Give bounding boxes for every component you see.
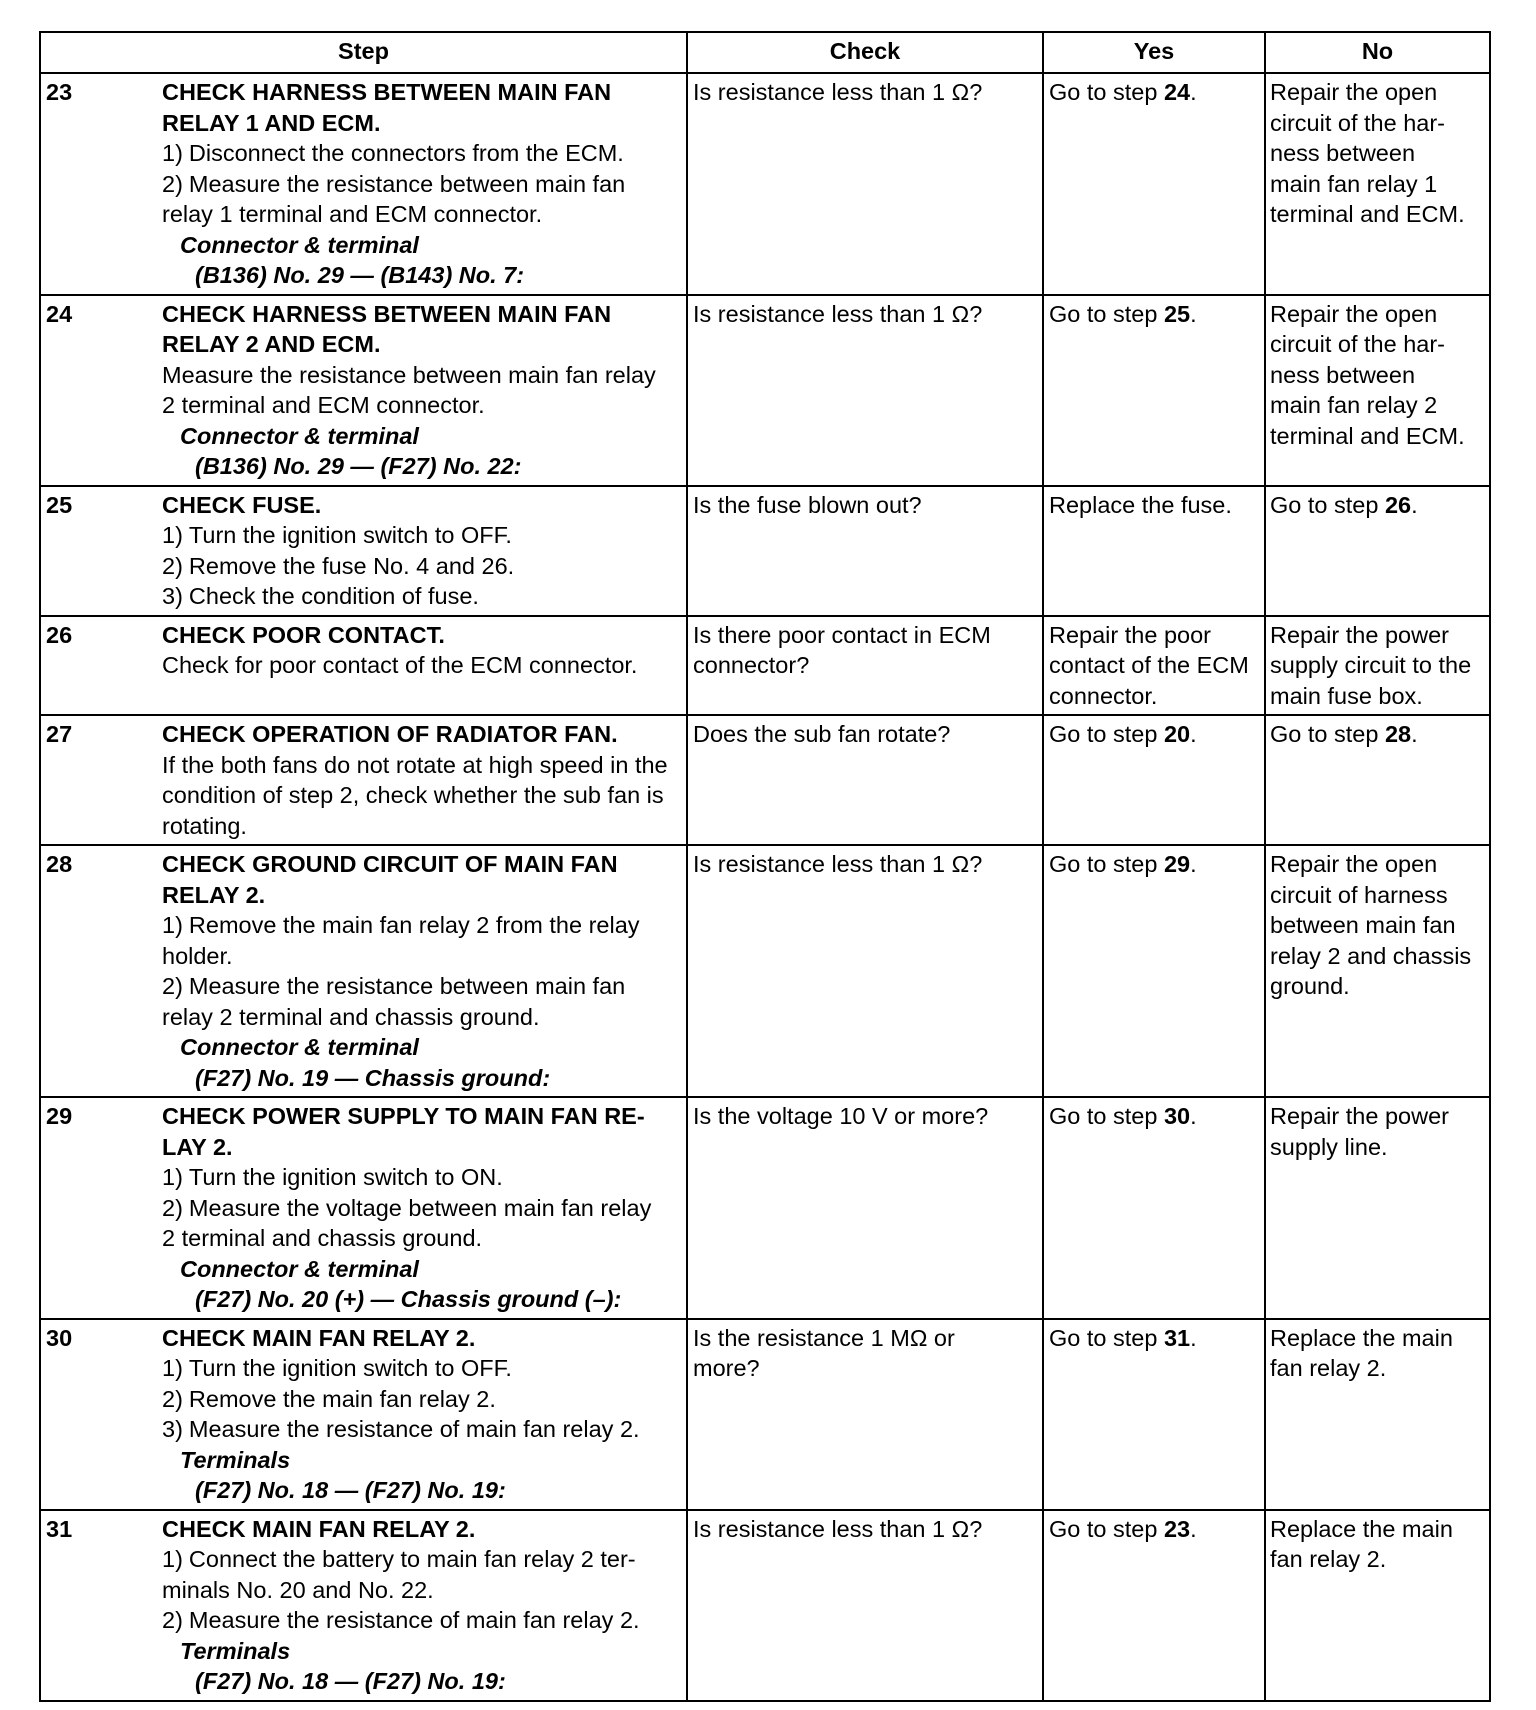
check-text: Is the resistance 1 MΩ or [693,1324,955,1351]
yes-step-ref: 29 [1163,851,1191,877]
step-title: CHECK GROUND CIRCUIT OF MAIN FAN [162,851,618,877]
yes-go-to-text: Go to step [1049,1103,1164,1129]
instruction-text: Measure the resistance between main fan [188,973,626,999]
yes-suffix: . [1190,851,1197,877]
instruction-number: 2) [162,552,183,579]
no-text: circuit of the har- [1270,331,1446,357]
yes-cell [1043,73,1265,295]
yes-step-ref: 23 [1163,1515,1191,1542]
step-instruction [162,199,681,230]
instruction-text: Measure the voltage between main fan relay [188,1194,652,1221]
instruction-number: 3) [162,583,183,609]
step-instruction [162,1384,681,1415]
step-number: 26 [46,621,73,648]
yes-cell [1043,295,1265,486]
step-title: RELAY 2 AND ECM. [162,331,381,357]
check-cell [687,1097,1043,1319]
yes-text: connector. [1049,682,1158,709]
instruction-number: 2) [162,1194,183,1221]
step-instruction [162,360,681,391]
yes-go-to-text: Go to step [1049,1515,1164,1542]
step-instruction [162,169,681,200]
no-text: circuit of the har- [1270,109,1446,136]
check-cell [687,715,1043,845]
yes-suffix: . [1190,79,1197,105]
check-text: Is resistance less than 1 Ω? [693,300,983,327]
instruction-text: 2 terminal and chassis ground. [162,1225,483,1251]
instruction-text: Measure the resistance between main fan relay [162,361,656,388]
yes-go-to-text: Go to step [1049,721,1164,747]
instruction-text: Remove the fuse No. 4 and 26. [188,552,515,579]
yes-cell [1043,845,1265,1097]
step-instruction [162,1605,681,1636]
table-row [40,616,1490,716]
instruction-text: Turn the ignition switch to ON. [188,1164,503,1190]
instruction-text: Remove the main fan relay 2 from the relay [188,912,640,938]
step-cell [40,295,687,486]
no-text: ness between [1270,361,1416,388]
no-text: relay 2 and chassis [1270,942,1472,969]
check-text: Does the sub fan rotate? [693,721,951,747]
step-instruction [162,910,681,941]
no-text: circuit of harness [1270,881,1448,908]
step-cell [40,845,687,1097]
yes-step-ref: 30 [1163,1103,1191,1129]
step-cell [40,1097,687,1319]
step-instruction [162,1193,681,1224]
instruction-text: relay 2 terminal and chassis ground. [162,1003,540,1030]
yes-cell [1043,715,1265,845]
step-number: 25 [46,491,73,518]
connector-value: (B136) No. 29 — (B143) No. 7: [195,262,525,288]
yes-suffix: . [1190,300,1197,327]
yes-step-ref: 24 [1163,79,1191,105]
step-cell [40,616,687,716]
yes-suffix: . [1190,721,1197,747]
no-text: Repair the open [1270,851,1438,877]
step-instruction [162,750,681,781]
yes-cell [1043,616,1265,716]
yes-go-to-text: Go to step [1049,79,1164,105]
instruction-text: Measure the resistance of main fan relay 2. [188,1416,640,1442]
connector-label: Connector & terminal [180,1034,419,1060]
no-text: main fan relay 2 [1270,392,1438,418]
instruction-text: Turn the ignition switch to OFF. [188,522,512,548]
connector-value: (F27) No. 18 — (F27) No. 19: [195,1477,506,1503]
step-cell [40,1319,687,1510]
step-cell [40,73,687,295]
step-instruction [162,811,681,842]
yes-suffix: . [1190,1515,1197,1542]
yes-cell [1043,1097,1265,1319]
check-cell [687,73,1043,295]
instruction-text: Disconnect the connectors from the ECM. [188,140,624,166]
step-title: CHECK MAIN FAN RELAY 2. [162,1324,476,1351]
yes-step-ref: 25 [1163,300,1191,327]
step-title: CHECK POOR CONTACT. [162,621,445,648]
step-instruction [162,780,681,811]
no-text: Repair the open [1270,300,1438,327]
check-cell [687,616,1043,716]
connector-value: (F27) No. 20 (+) — Chassis ground (–): [195,1286,622,1312]
no-text: fan relay 2. [1270,1546,1387,1572]
yes-suffix: . [1190,1324,1197,1351]
step-instruction [162,650,681,681]
no-text: Repair the open [1270,79,1438,105]
no-suffix: . [1411,491,1418,518]
instruction-text: holder. [162,942,233,969]
no-text: ness between [1270,140,1416,166]
instruction-text: relay 1 terminal and ECM connector. [162,201,543,227]
yes-suffix: . [1190,1103,1197,1129]
instruction-text: rotating. [162,812,247,839]
step-instruction [162,971,681,1002]
yes-cell [1043,1510,1265,1701]
check-cell [687,845,1043,1097]
step-number: 24 [46,300,73,327]
step-instruction [162,581,681,612]
yes-cell [1043,1319,1265,1510]
table-row [40,1097,1490,1319]
step-number: 31 [46,1515,73,1542]
instruction-text: If the both fans do not rotate at high speed in the [162,751,668,778]
step-title: RELAY 2. [162,881,266,908]
step-number: 27 [46,721,73,747]
no-go-to-text: Go to step [1270,721,1385,747]
step-instruction [162,390,681,421]
step-cell [40,715,687,845]
yes-go-to-text: Go to step [1049,851,1164,877]
instruction-text: Measure the resistance of main fan relay 2. [188,1607,640,1633]
no-step-ref: 28 [1384,721,1412,747]
no-text: between main fan [1270,912,1456,938]
instruction-number: 2) [162,973,183,999]
table-row [40,845,1490,1097]
no-cell [1265,73,1490,295]
check-text: Is the voltage 10 V or more? [693,1103,989,1129]
yes-text: Repair the poor [1049,621,1211,648]
check-text: Is the fuse blown out? [693,491,922,518]
instruction-number: 1) [162,912,183,938]
connector-label: Terminals [180,1446,291,1473]
instruction-text: Check for poor contact of the ECM connector. [162,652,638,678]
connector-value: (F27) No. 19 — Chassis ground: [195,1064,551,1091]
step-title: CHECK POWER SUPPLY TO MAIN FAN RE- [162,1103,645,1129]
diagnostic-table [39,31,1491,1702]
table-row [40,1319,1490,1510]
step-instruction [162,1162,681,1193]
instruction-number: 1) [162,1546,183,1572]
connector-value: (B136) No. 29 — (F27) No. 22: [195,453,522,479]
instruction-number: 2) [162,1607,183,1633]
no-cell [1265,486,1490,616]
instruction-number: 1) [162,140,183,166]
instruction-text: 2 terminal and ECM connector. [162,392,485,418]
no-cell [1265,1319,1490,1510]
step-title: CHECK OPERATION OF RADIATOR FAN. [162,721,618,747]
step-number: 23 [46,79,73,105]
step-instruction [162,520,681,551]
step-instruction [162,551,681,582]
no-text: terminal and ECM. [1270,422,1465,449]
step-title: CHECK MAIN FAN RELAY 2. [162,1515,476,1542]
step-cell [40,486,687,616]
no-cell [1265,616,1490,716]
instruction-text: minals No. 20 and No. 22. [162,1576,434,1603]
yes-step-ref: 31 [1163,1324,1191,1351]
no-cell [1265,295,1490,486]
instruction-number: 1) [162,1355,183,1381]
header-row [40,32,1490,73]
table-row [40,295,1490,486]
no-text: main fuse box. [1270,682,1423,709]
no-text: Repair the power [1270,1103,1449,1129]
check-text: Is resistance less than 1 Ω? [693,79,983,105]
check-text: Is resistance less than 1 Ω? [693,1515,983,1542]
check-text: more? [693,1355,760,1381]
no-text: Replace the main [1270,1324,1453,1351]
step-instruction [162,941,681,972]
table-body [40,73,1490,1701]
no-suffix: . [1411,721,1418,747]
step-title: CHECK FUSE. [162,491,322,518]
table-row [40,486,1490,616]
header-yes: Yes [1043,32,1265,73]
no-text: main fan relay 1 [1270,170,1438,197]
connector-value: (F27) No. 18 — (F27) No. 19: [195,1668,506,1694]
step-instruction [162,1414,681,1445]
check-cell [687,1319,1043,1510]
no-cell [1265,1097,1490,1319]
yes-text: contact of the ECM [1049,652,1249,678]
table-row [40,1510,1490,1701]
instruction-text: Connect the battery to main fan relay 2 ter- [188,1546,636,1572]
yes-go-to-text: Go to step [1049,300,1164,327]
instruction-text: Remove the main fan relay 2. [188,1385,496,1412]
step-instruction [162,1575,681,1606]
step-number: 28 [46,851,73,877]
check-text: Is resistance less than 1 Ω? [693,851,983,877]
step-number: 30 [46,1324,73,1351]
connector-label: Connector & terminal [180,231,419,258]
step-instruction [162,1353,681,1384]
no-step-ref: 26 [1384,491,1412,518]
check-cell [687,295,1043,486]
instruction-number: 2) [162,170,183,197]
no-text: supply line. [1270,1133,1388,1160]
no-text: fan relay 2. [1270,1355,1387,1381]
check-cell [687,486,1043,616]
no-cell [1265,715,1490,845]
no-text: supply circuit to the [1270,652,1472,678]
no-cell [1265,1510,1490,1701]
check-text: connector? [693,652,810,678]
step-number: 29 [46,1103,73,1129]
step-instruction [162,1223,681,1254]
check-cell [687,1510,1043,1701]
step-instruction [162,1002,681,1033]
no-text: Repair the power [1270,621,1449,648]
step-instruction [162,1544,681,1575]
no-cell [1265,845,1490,1097]
step-title: RELAY 1 AND ECM. [162,109,381,136]
table-row [40,73,1490,295]
yes-text: Replace the fuse. [1049,491,1232,518]
instruction-text: Turn the ignition switch to OFF. [188,1355,512,1381]
step-title: LAY 2. [162,1133,233,1160]
instruction-text: Measure the resistance between main fan [188,170,626,197]
no-text: ground. [1270,973,1350,999]
no-text: terminal and ECM. [1270,201,1465,227]
table-row [40,715,1490,845]
step-cell [40,1510,687,1701]
connector-label: Connector & terminal [180,1255,419,1282]
instruction-text: condition of step 2, check whether the sub fan is [162,782,664,808]
header-check: Check [687,32,1043,73]
no-go-to-text: Go to step [1270,491,1385,518]
instruction-number: 2) [162,1385,183,1412]
connector-label: Terminals [180,1637,291,1664]
header-step: Step [40,32,687,73]
instruction-number: 1) [162,522,183,548]
yes-cell [1043,486,1265,616]
instruction-number: 3) [162,1416,183,1442]
step-title: CHECK HARNESS BETWEEN MAIN FAN [162,300,612,327]
yes-go-to-text: Go to step [1049,1324,1164,1351]
yes-step-ref: 20 [1163,721,1191,747]
step-title: CHECK HARNESS BETWEEN MAIN FAN [162,79,612,105]
check-text: Is there poor contact in ECM [693,621,991,648]
instruction-number: 1) [162,1164,183,1190]
connector-label: Connector & terminal [180,422,419,449]
step-instruction [162,138,681,169]
instruction-text: Check the condition of fuse. [188,583,479,609]
header-no: No [1265,32,1490,73]
no-text: Replace the main [1270,1515,1453,1542]
